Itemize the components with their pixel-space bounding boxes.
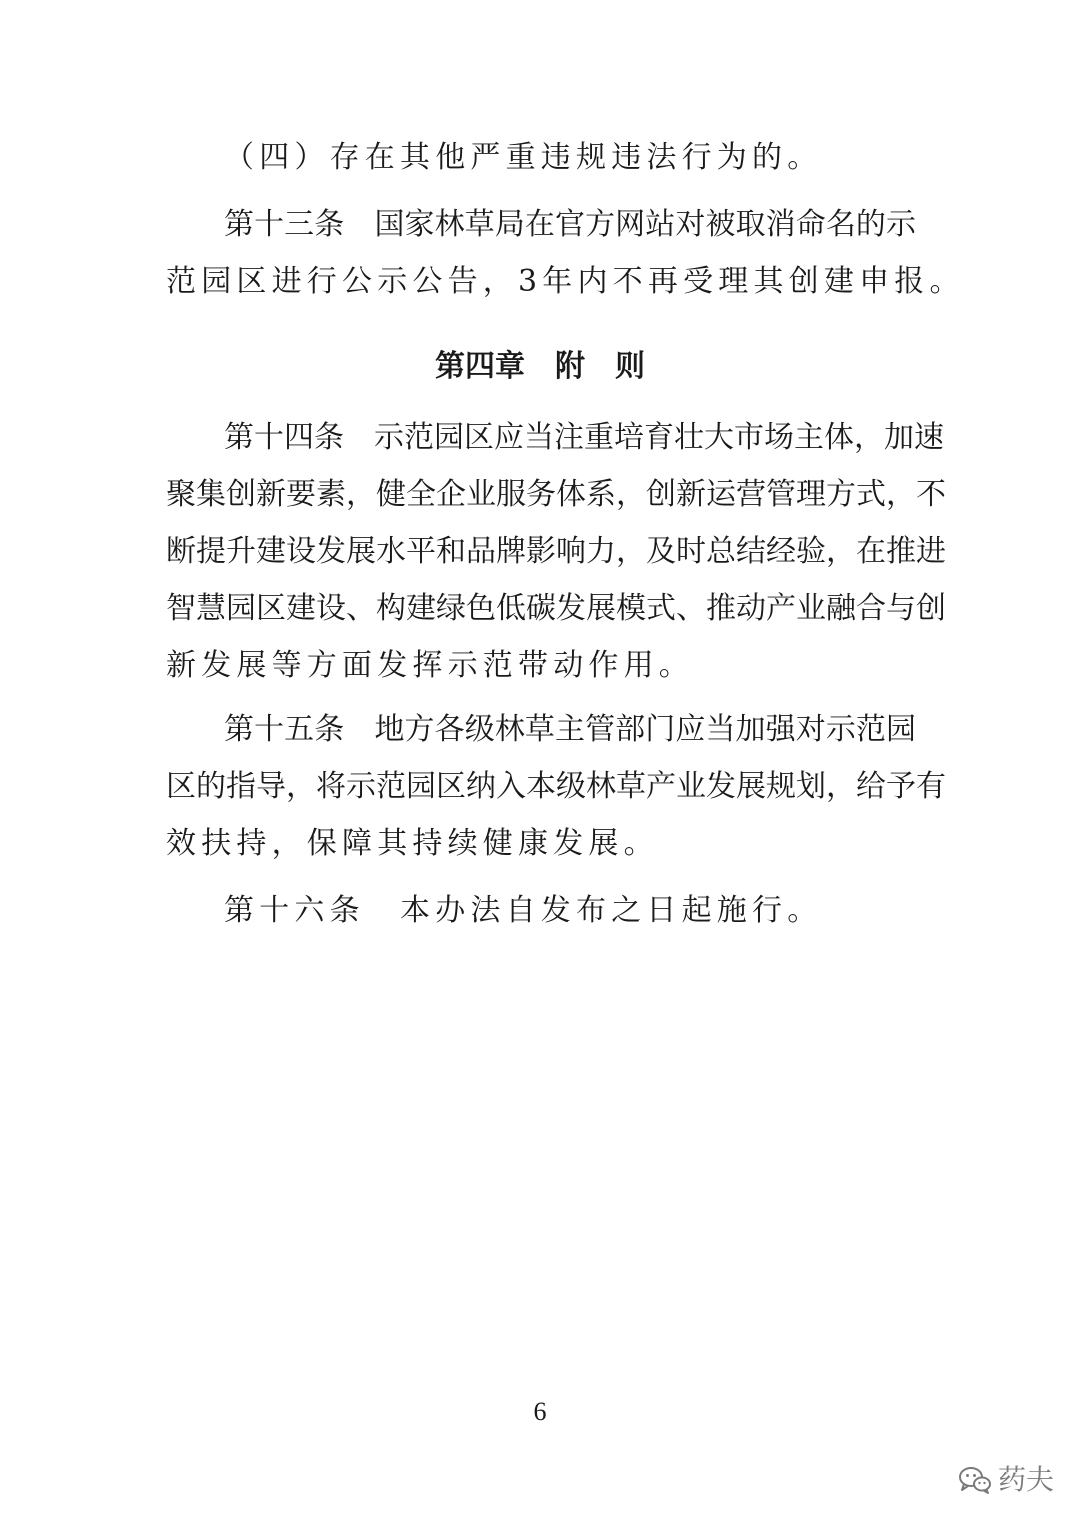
article-14-line-5: 新发展等方面发挥示范带动作用。: [166, 648, 694, 683]
article-13-line-2: 范园区进行公示公告，3年内不再受理其创建申报。: [166, 264, 965, 299]
article-14-line-3: 断提升建设发展水平和品牌影响力，及时总结经验，在推进: [166, 534, 946, 569]
article-15-line-1: 第十五条 地方各级林草主管部门应当加强对示范园: [224, 712, 916, 747]
article-15-line-3: 效扶持，保障其持续健康发展。: [166, 826, 659, 861]
article-14-line-2: 聚集创新要素，健全企业服务体系，创新运营管理方式，不: [166, 477, 946, 512]
article-14-line-4: 智慧园区建设、构建绿色低碳发展模式、推动产业融合与创: [166, 591, 946, 626]
watermark: [958, 1460, 1054, 1500]
chapter-heading: 第四章 附 则: [435, 349, 645, 384]
paragraph-item-4: （四）存在其他严重违规违法行为的。: [224, 140, 823, 175]
article-14-line-1: 第十四条 示范园区应当注重培育壮大市场主体，加速: [224, 420, 944, 455]
article-13-line-1: 第十三条 国家林草局在官方网站对被取消命名的示: [224, 207, 916, 242]
watermark-text: 药夫: [998, 1463, 1055, 1496]
article-16-line-1: 第十六条 本办法自发布之日起施行。: [224, 893, 823, 928]
article-15-line-2: 区的指导，将示范园区纳入本级林草产业发展规划，给予有: [166, 769, 946, 804]
page-number: 6: [533, 1397, 547, 1426]
wechat-icon: [958, 1465, 992, 1495]
